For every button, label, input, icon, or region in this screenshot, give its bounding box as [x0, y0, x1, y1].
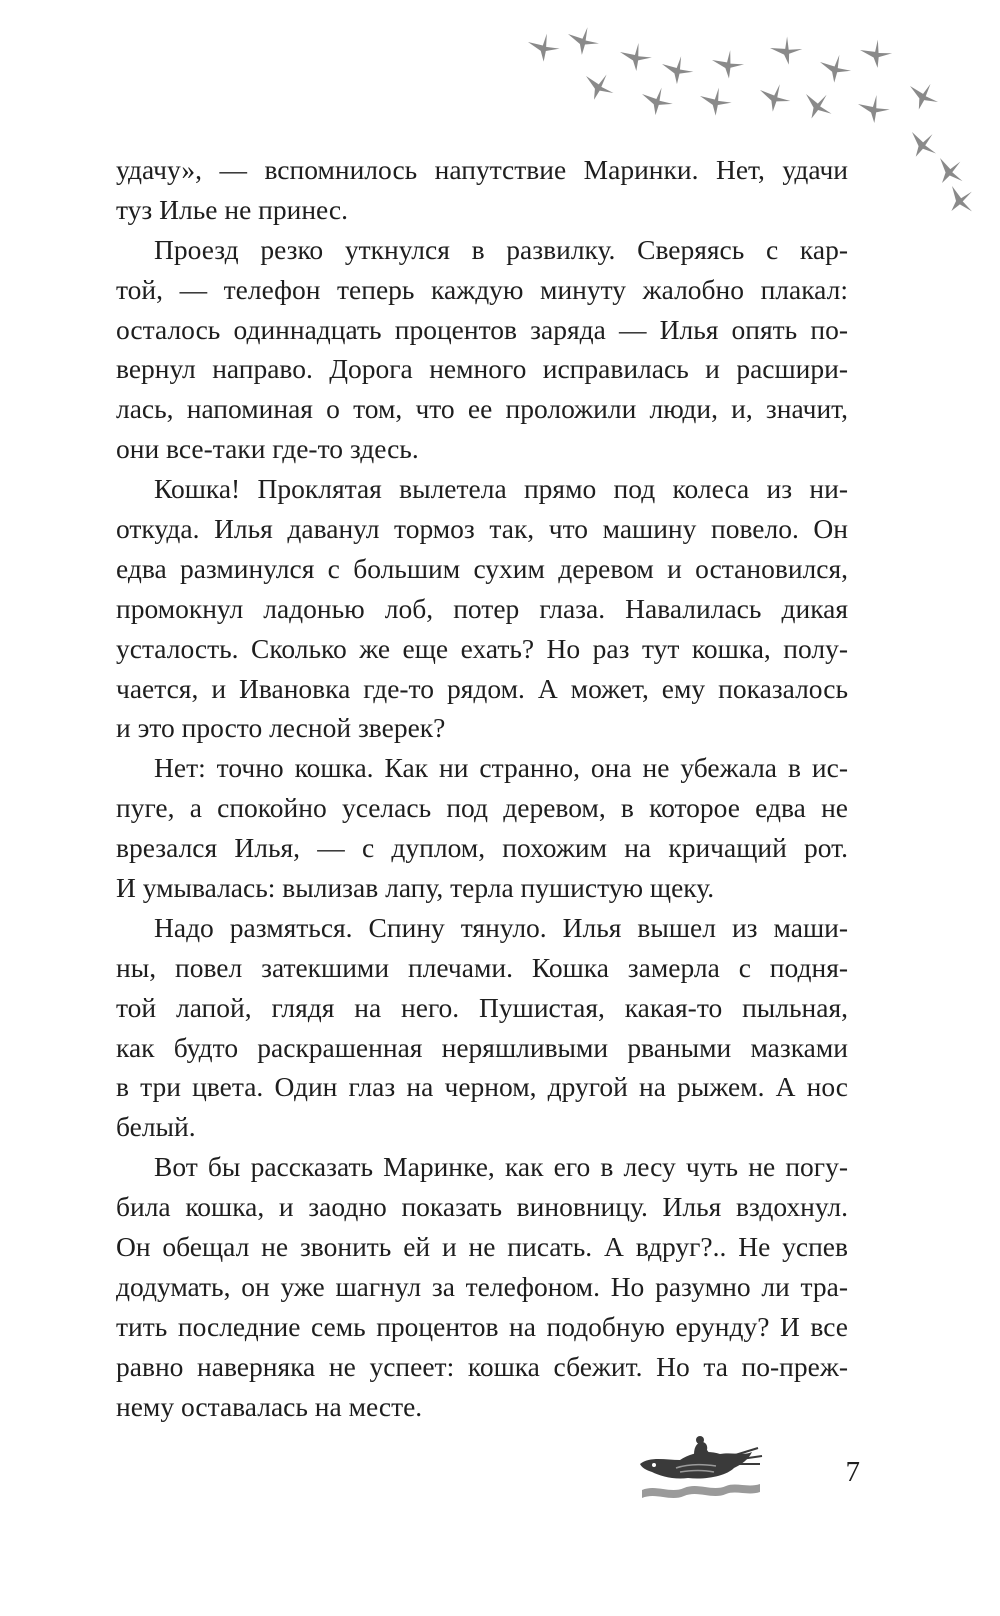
- text-line: пуге, а спокойно уселась под деревом, в которое едва не: [116, 792, 848, 824]
- text-line: И умывалась: вылизав лапу, терла пушистую щеку.: [116, 872, 715, 904]
- body-text: [116, 150, 848, 1427]
- text-line: Вот бы рассказать Маринке, как его в лесу чуть не погу-: [154, 1151, 848, 1183]
- text-line: Он обещал не звонить ей и не писать. А вдруг?.. Не успев: [116, 1231, 848, 1263]
- text-line: усталость. Сколько же еще ехать? Но раз тут кошка, полу-: [116, 632, 848, 664]
- text-line: тить последние семь процентов на подобную ерунду? И все: [116, 1310, 848, 1342]
- text-line: промокнул ладонью лоб, потер глаза. Навалилась дикая: [116, 592, 848, 624]
- text-line: осталось одиннадцать процентов заряда — Илья опять по-: [116, 313, 848, 345]
- text-line: той, — телефон теперь каждую минуту жалобно плакал:: [116, 273, 848, 305]
- page-number: 7: [845, 1456, 860, 1488]
- text-line: Нет: точно кошка. Как ни странно, она не убежала в ис-: [154, 752, 848, 784]
- text-line: едва разминулся с большим сухим деревом и остановился,: [116, 552, 848, 584]
- text-line: равно наверняка не успеет: кошка сбежит. Но та по-преж-: [116, 1350, 848, 1382]
- text-line: белый.: [116, 1111, 196, 1143]
- text-line: и это просто лесной зверек?: [116, 712, 446, 744]
- text-line: ны, повел затекшими плечами. Кошка замерла с подня-: [116, 951, 848, 983]
- text-line: нему оставалась на месте.: [116, 1390, 423, 1422]
- text-line: додумать, он уже шагнул за телефоном. Но разумно ли тра-: [116, 1270, 848, 1302]
- text-line: той лапой, глядя на него. Пушистая, какая-то пыльная,: [116, 991, 848, 1023]
- text-line: туз Илье не принес.: [116, 193, 349, 225]
- text-line: вернул направо. Дорога немного исправилась и расшири-: [116, 353, 848, 385]
- text-line: била кошка, и заодно показать виновницу. Илья вздохнул.: [116, 1191, 848, 1223]
- text-line: удачу», — вспомнилось напутствие Маринки. Нет, удачи: [116, 154, 848, 185]
- text-line: как будто раскрашенная неряшливыми рваными мазками: [116, 1031, 848, 1063]
- text-line: лась, напоминая о том, что ее проложили люди, и, значит,: [116, 393, 848, 425]
- text-line: чается, и Ивановка где-то рядом. А может, ему показалось: [116, 672, 848, 704]
- text-line: Кошка! Проклятая вылетела прямо под колеса из ни-: [154, 473, 848, 505]
- bird-on-waves-icon: [636, 1434, 766, 1506]
- text-line: Проезд резко уткнулся в развилку. Сверяясь с кар-: [154, 233, 848, 265]
- text-line: они все-таки где-то здесь.: [116, 433, 419, 465]
- text-line: врезался Илья, — с дуплом, похожим на кричащий рот.: [116, 832, 848, 864]
- text-line: откуда. Илья даванул тормоз так, что машину повело. Он: [116, 513, 848, 545]
- text-line: Надо размяться. Спину тянуло. Илья вышел из маши-: [154, 911, 848, 943]
- text-line: в три цвета. Один глаз на черном, другой на рыжем. А нос: [116, 1071, 848, 1103]
